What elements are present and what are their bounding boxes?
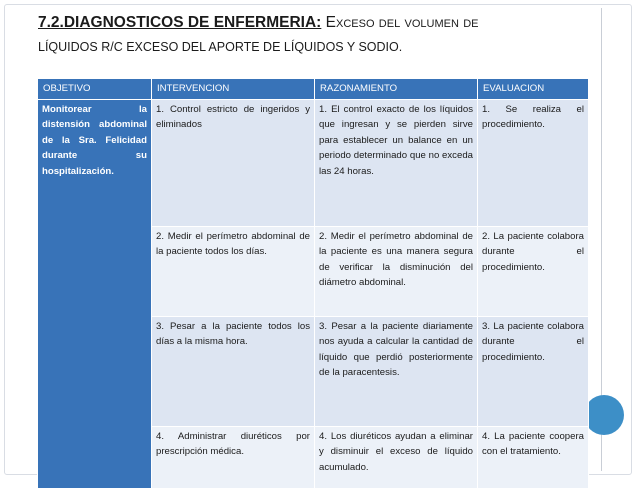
header-razonamiento: RAZONAMIENTO — [315, 79, 478, 100]
header-objetivo: OBJETIVO — [38, 79, 152, 100]
header-evaluacion: EVALUACION — [478, 79, 589, 100]
evaluation-cell: 1. Se realiza el procedimiento. — [478, 99, 589, 226]
reasoning-cell: 2. Medir el perímetro abdominal de la paciente es una manera segura de verificar la disminución del diámetro abdominal. — [315, 226, 478, 316]
header-intervencion: INTERVENCION — [152, 79, 315, 100]
reasoning-cell: 3. Pesar a la paciente diariamente nos ayuda a calcular la cantidad de líquido que perdió posteriormente de la paracentesis. — [315, 316, 478, 426]
intervention-cell: 3. Pesar a la paciente todos los días a la misma hora. — [152, 316, 315, 426]
decorative-circle — [584, 395, 624, 435]
reasoning-cell: 1. El control exacto de los líquidos que ingresan y se pierden sirve para establecer un balance en un periodo determinado que no exceda las 24 horas. — [315, 99, 478, 226]
intervention-cell: 1. Control estricto de ingeridos y eliminados — [152, 99, 315, 226]
objective-text: Monitorear la distensión abdominal de la Sra. Felicidad durante su hospitalización. — [42, 103, 147, 177]
care-plan-table — [37, 78, 589, 489]
reasoning-cell: 4. Los diuréticos ayudan a eliminar y disminuir el exceso de líquido acumulado. — [315, 426, 478, 488]
title-heading: 7.2.DIAGNOSTICOS DE ENFERMERIA: — [38, 14, 322, 31]
objective-cell — [38, 99, 152, 488]
evaluation-cell: 2. La paciente colabora durante el procedimiento. — [478, 226, 589, 316]
title-rest: Exceso del volumen de — [325, 14, 479, 31]
intervention-cell: 2. Medir el perímetro abdominal de la paciente todos los días. — [152, 226, 315, 316]
evaluation-cell: 4. La paciente coopera con el tratamiento. — [478, 426, 589, 488]
slide-title — [38, 13, 598, 57]
title-subline: LÍQUIDOS R/C EXCESO DEL APORTE DE LÍQUIDOS Y SODIO. — [38, 40, 403, 54]
evaluation-cell: 3. La paciente colabora durante el procedimiento. — [478, 316, 589, 426]
table-row — [38, 99, 589, 226]
intervention-cell: 4. Administrar diuréticos por prescripción médica. — [152, 426, 315, 488]
table-header-row — [38, 79, 589, 100]
